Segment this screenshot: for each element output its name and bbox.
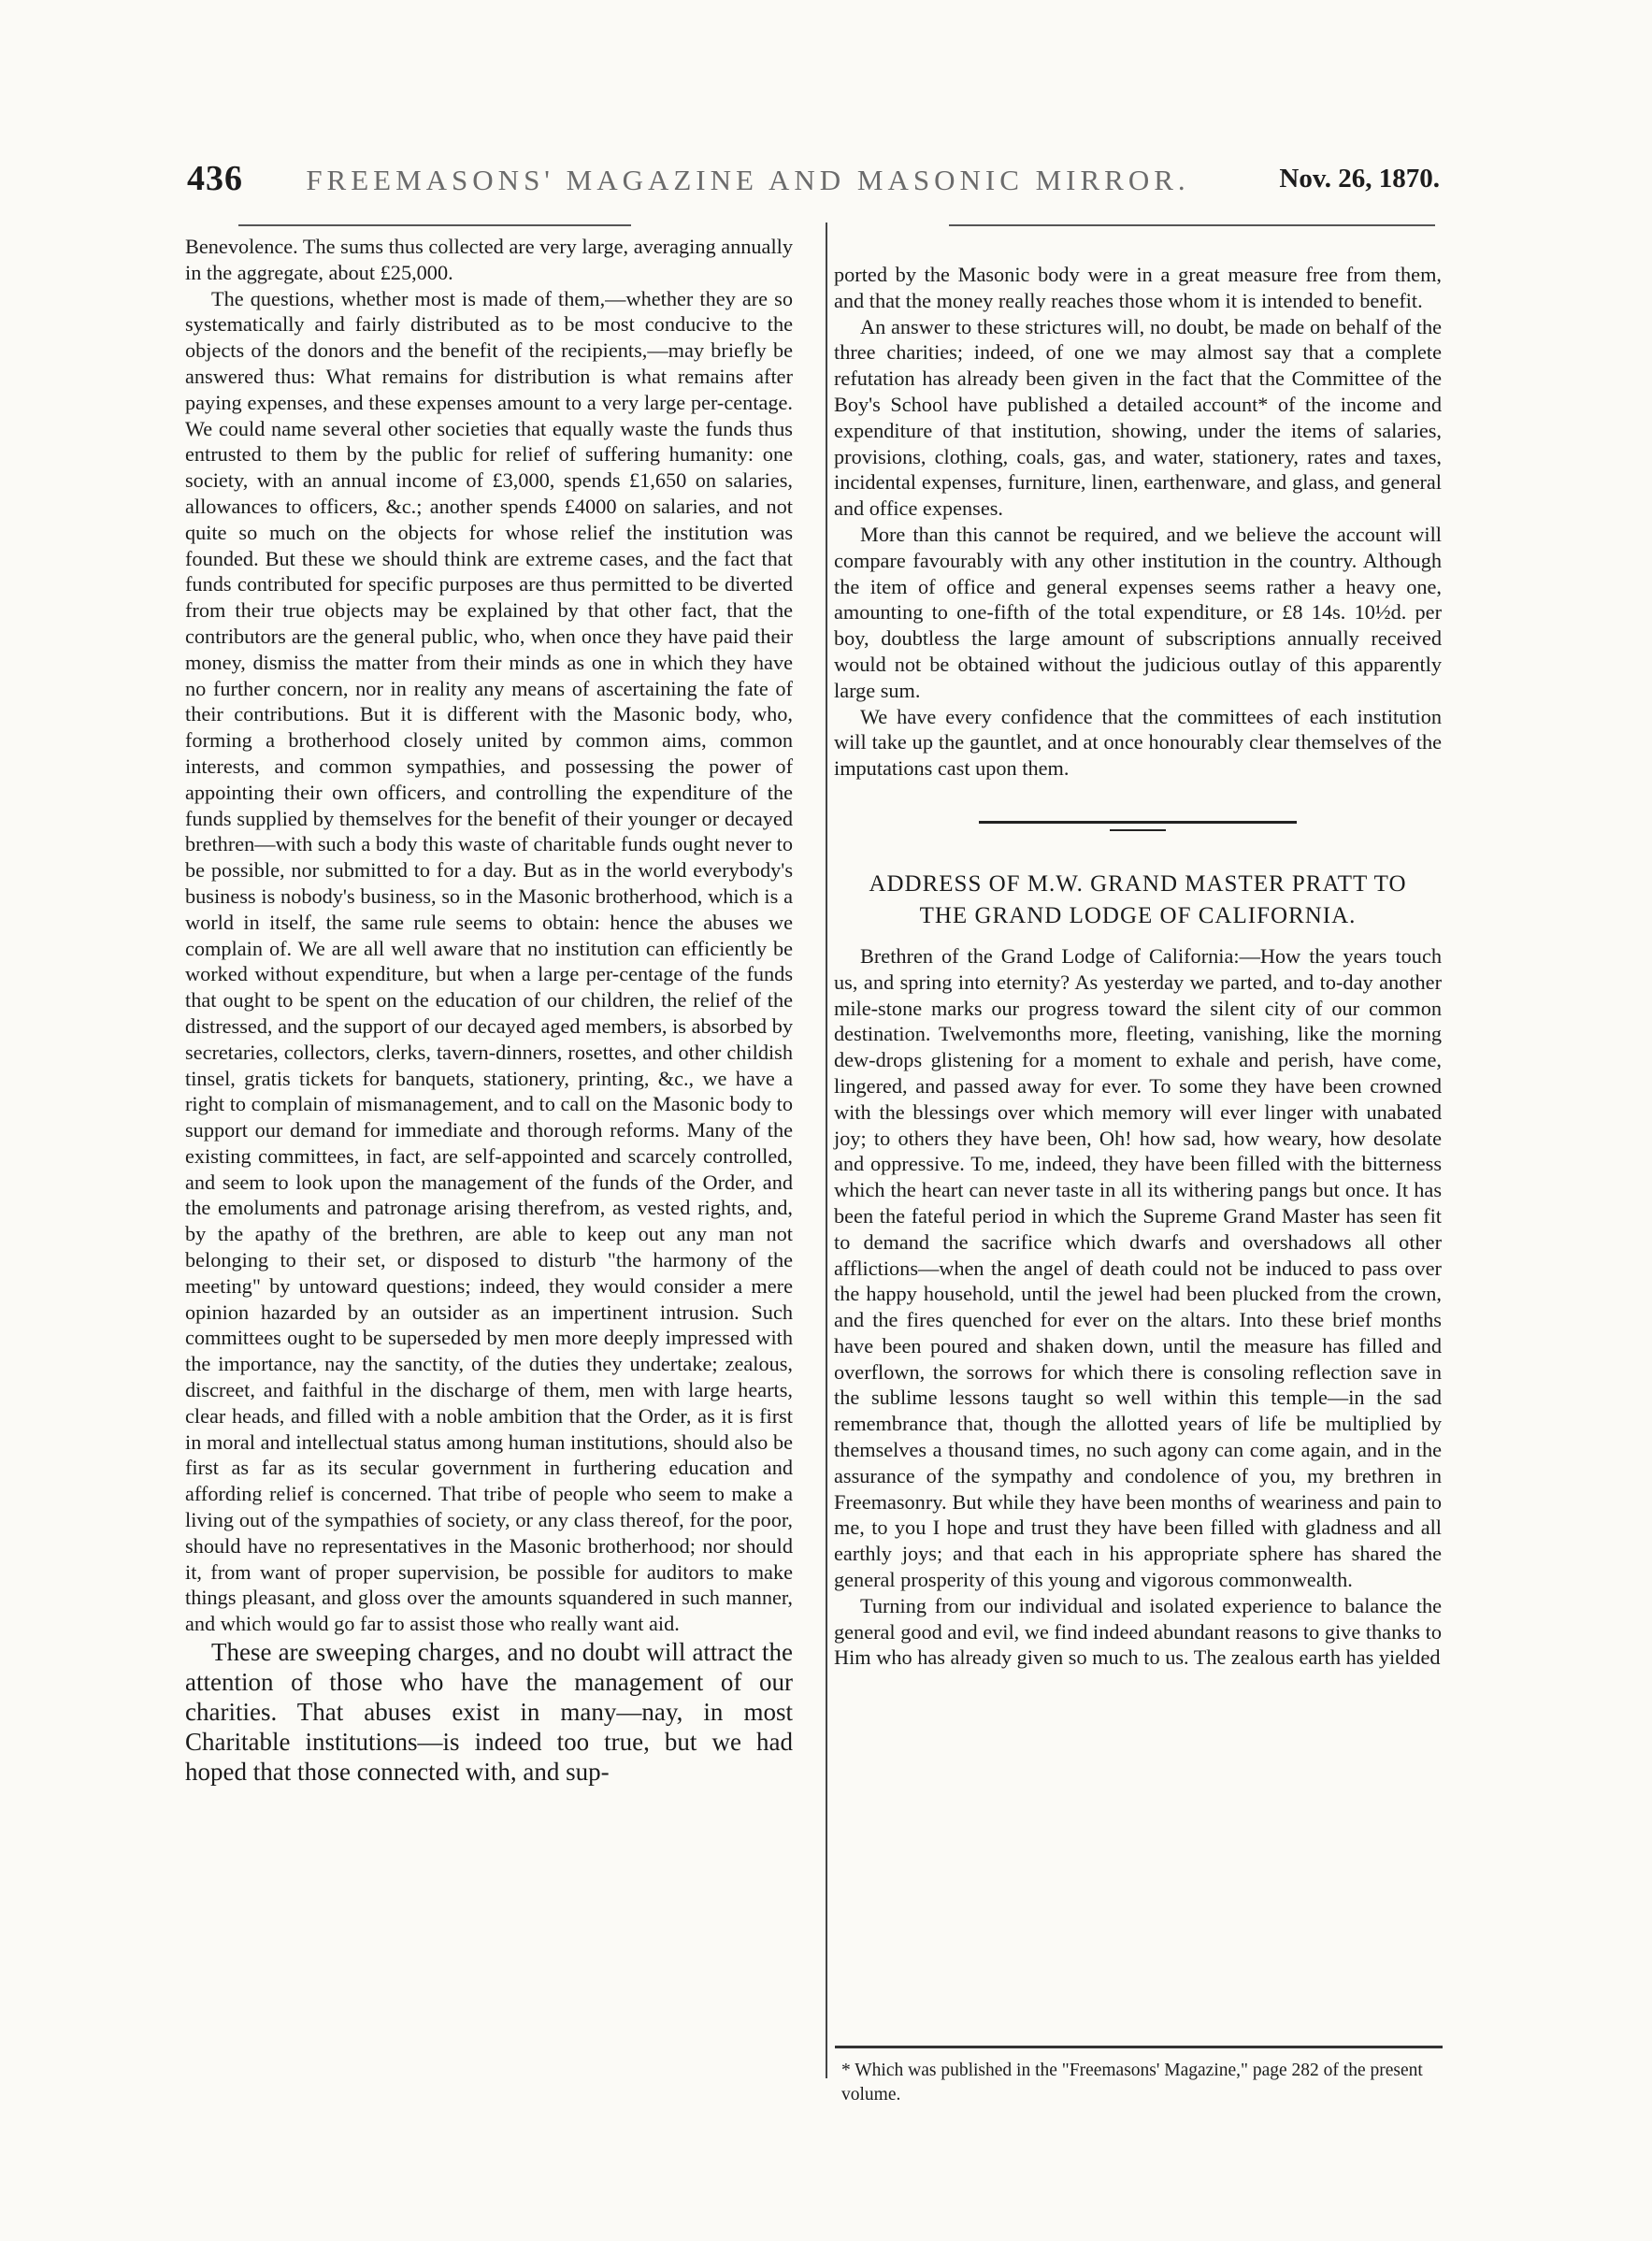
page-number: 436 xyxy=(187,159,243,198)
article-paragraph: Benevolence. The sums thus collected are very large, averaging annually in the aggregate, about £25,000. xyxy=(185,235,793,284)
section-separator-short xyxy=(1110,829,1166,831)
publication-title: FREEMASONS' MAGAZINE AND MASONIC MIRROR. xyxy=(306,164,1190,196)
address-title-line2: THE GRAND LODGE OF CALIFORNIA. xyxy=(919,902,1357,928)
article-paragraph: ported by the Masonic body were in a great measure free from them, and that the money really reaches those whom it is intended to benefit. xyxy=(834,263,1442,312)
article-paragraph: An answer to these strictures will, no doubt, be made on behalf of the three charities; indeed, of one we may almost say that a complete refutation has already been given in the fact that the Committee of the Boy's School have published a detailed account* of the income and expenditure of that institution, showing, under the items of salaries, provisions, clothing, coals, gas, and water, stationery, rates and taxes, incidental expenses, furniture, linen, earthenware, and glass, and general and office expenses. xyxy=(834,314,1442,521)
left-column xyxy=(185,234,793,1787)
address-paragraph: Turning from our individual and isolated experience to balance the general good and evil, we find indeed abundant reasons to give thanks to Him who has already given so much to us. The zealous earth has yielded xyxy=(834,1593,1442,1670)
footnote-text: * Which was published in the "Freemasons' Magazine," page 282 of the present volume. xyxy=(841,2061,1423,2105)
address-title-line1: ADDRESS OF M.W. GRAND MASTER PRATT TO xyxy=(869,870,1407,897)
header-rule-left xyxy=(238,224,631,226)
right-column xyxy=(834,262,1442,1671)
footnote xyxy=(841,2059,1440,2107)
page-header xyxy=(187,154,1440,201)
address-title xyxy=(834,869,1442,932)
article-paragraph: The questions, whether most is made of them,—whether they are so systematically and fairly distributed as to be most conducive to the objects of the donors and the benefit of the recipients,—may briefly be answered thus: What remains for distribution is what remains after paying expenses, and these expenses amount to a very large per-centage. We could name several other societies that equally waste the funds thus entrusted to them by the public for relief of suffering humanity: one society, with an annual income of £3,000, spends £1,650 on salaries, allowances to officers, &c.; another spends £4000 on salaries, and not quite so much on the objects for whose relief the institution was founded. But these we should think are extreme cases, and the fact that funds contributed for specific purposes are thus permitted to be diverted from their true objects may be explained by that other fact, that the contributors are the general public, who, when once they have paid their money, dismiss the matter from their minds as one in which they have no further concern, nor in reality any means of ascertaining the fate of their contributions. But it is different with the Masonic body, who, forming a brotherhood closely united by common aims, common interests, and common sympathies, and possessing the power of appointing their own officers, and controlling the expenditure of the funds supplied by themselves for the benefit of their younger or decayed brethren—with such a body this waste of charitable funds ought never to be possible, nor submitted to for a day. But as in the world everybody's business is nobody's business, so in the Masonic brotherhood, which is a world in itself, the same rule seems to obtain: hence the abuses we complain of. We are all well aware that no institution can efficiently be worked without expenditure, but when a large per-centage of the funds that ought to be spent on the education of our children, the relief of the distressed, and the support of our decayed aged members, is absorbed by secretaries, collectors, clerks, tavern-dinners, rosettes, and other childish tinsel, gratis tickets for banquets, stationery, printing, &c., we have a right to complain of mismanagement, and to call on the Masonic body to support our demand for immediate and thorough reforms. Many of the existing committees, in fact, are self-appointed and scarcely controlled, and seem to look upon the management of the funds of the Order, and the emoluments and patronage arising therefrom, as vested rights, and, by the apathy of the brethren, are able to keep out any man not belonging to their set, or disposed to disturb "the harmony of the meeting" by untoward questions; indeed, they would consider a mere opinion hazarded by an outsider as an impertinent intrusion. Such committees ought to be superseded by men more deeply impressed with the importance, nay the sanctity, of the duties they undertake; zealous, discreet, and faithful in the discharge of them, men with large hearts, clear heads, and filled with a noble ambition that the Order, as it is first in moral and intellectual status among human institutions, should also be first as far as its secular government in furthering education and affording relief is concerned. That tribe of people who seem to make a living out of the sympathies of society, or any class thereof, for the poor, should have no representatives in the Masonic brotherhood; nor should it, from want of proper supervision, be possible for auditors to make things pleasant, and gloss over the amounts squandered in such manner, and which would go far to assist those who really want aid. xyxy=(185,286,793,1636)
footnote-rule xyxy=(835,2046,1443,2048)
section-separator xyxy=(979,821,1297,824)
address-paragraph: Brethren of the Grand Lodge of California:—How the years touch us, and spring into eternity? As yesterday we parted, and to-day another mile-stone marks our progress toward the silent city of our common destination. Twelvemonths more, fleeting, vanishing, like the morning dew-drops glistening for a moment to exhale and perish, have come, lingered, and passed away for ever. To some they have been crowned with the blessings over which memory will ever linger with unabated joy; to others they have been, Oh! how sad, how weary, how desolate and oppressive. To me, indeed, they have been filled with the bitterness which the heart can never taste in all its withering pangs but once. It has been the fateful period in which the Supreme Grand Master has seen fit to demand the sacrifice which dwarfs and overshadows all other afflictions—when the angel of death could not be induced to pass over the happy household, until the jewel had been plucked from the crown, and the fires quenched for ever on the altars. Into these brief months have been poured and shaken down, until the measure has filled and overflown, the sorrows for which there is consoling reflection save in the sublime lessons taught so well within this temple—in the sad remembrance that, though the allotted years of life be multiplied by themselves a thousand times, no such agony can come again, and in the assurance of the sympathy and condolence of you, my brethren in Freemasonry. But while they have been months of weariness and pain to me, to you I hope and trust they have been filled with gladness and all earthly joys; and that each in his appropriate sphere has shared the general prosperity of this young and vigorous commonwealth. xyxy=(834,943,1442,1592)
header-rule-right xyxy=(949,224,1435,226)
column-divider xyxy=(826,223,827,2078)
article-paragraph: These are sweeping charges, and no doubt will attract the attention of those who have the management of our charities. That abuses exist in many—nay, in most Charitable institutions—is indeed too true, but we had hoped that those connected with, and sup- xyxy=(185,1638,793,1787)
article-paragraph: We have every confidence that the committees of each institution will take up the gauntlet, and at once honourably clear themselves of the imputations cast upon them. xyxy=(834,704,1442,781)
issue-date: Nov. 26, 1870. xyxy=(1279,164,1440,194)
article-paragraph: More than this cannot be required, and we believe the account will compare favourably with any other institution in the country. Although the item of office and general expenses seems rather a heavy one, amounting to one-fifth of the total expenditure, or £8 14s. 10½d. per boy, doubtless the large amount of subscriptions annually received would not be obtained without the judicious outlay of this apparently large sum. xyxy=(834,522,1442,702)
